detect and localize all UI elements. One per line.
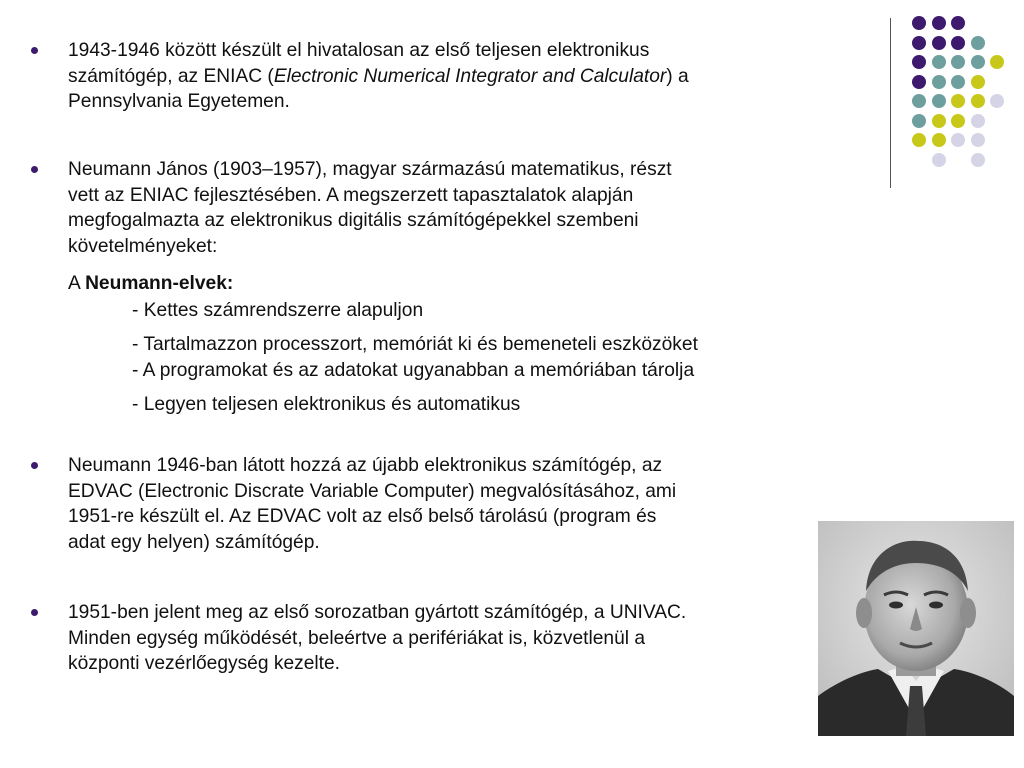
- decorative-dot: [951, 55, 965, 69]
- decorative-dot: [971, 75, 985, 89]
- bullet-line: Minden egység működését, beleértve a perifériákat is, közvetlenül a: [68, 627, 646, 649]
- bullet-line: követelményeket:: [68, 235, 218, 257]
- decorative-dot: [951, 16, 965, 30]
- bullet-line: 1943-1946 között készült el hivatalosan az első teljesen elektronikus: [68, 40, 650, 61]
- decorative-dot: [932, 55, 946, 69]
- portrait-photo: [818, 521, 1014, 736]
- bullet-line: vett az ENIAC fejlesztésében. A megszerzett tapasztalatok alapján: [68, 184, 634, 206]
- bullet-univac: [68, 600, 828, 677]
- neumann-principles-heading: A Neumann-elvek:: [68, 273, 234, 294]
- decorative-dot: [971, 153, 985, 167]
- decorative-dot: [990, 94, 1004, 108]
- bullet-edvac: [68, 453, 828, 555]
- bullet-eniac: [68, 38, 828, 115]
- decorative-dot: [912, 55, 926, 69]
- bullet-line: Pennsylvania Egyetemen.: [68, 91, 290, 112]
- bullet-line: EDVAC (Electronic Discrate Variable Computer) megvalósításához, ami: [68, 480, 677, 502]
- bullet-dot: [31, 47, 38, 54]
- bullet-line: megfogalmazta az elektronikus digitális számítógépekkel szembeni: [68, 210, 639, 231]
- bullet-line: 1951-ben jelent meg az első sorozatban gyártott számítógép, a UNIVAC.: [68, 602, 687, 623]
- decorative-dot: [990, 55, 1004, 69]
- decorative-dot: [932, 94, 946, 108]
- decorative-dot: [932, 36, 946, 50]
- portrait-illustration: [818, 521, 1014, 736]
- bullet-line: adat egy helyen) számítógép.: [68, 531, 320, 553]
- decorative-dot: [971, 55, 985, 69]
- decorative-dot: [971, 36, 985, 50]
- bullet-dot: [31, 609, 38, 616]
- bullet-line: központi vezérlőegység kezelte.: [68, 653, 340, 674]
- decorative-dot: [932, 153, 946, 167]
- vertical-divider: [890, 18, 891, 188]
- decorative-dot: [912, 94, 926, 108]
- decorative-dot: [912, 133, 926, 147]
- decorative-dot: [932, 16, 946, 30]
- bullet-line: Neumann János (1903–1957), magyar származású matematikus, részt: [68, 159, 672, 180]
- decorative-dot: [932, 114, 946, 128]
- bullet-neumann: [68, 157, 828, 259]
- bullet-dot: [31, 462, 38, 469]
- decorative-dot: [971, 94, 985, 108]
- decorative-dot: [951, 94, 965, 108]
- decorative-dot: [912, 36, 926, 50]
- decorative-dot: [932, 133, 946, 147]
- decorative-dot: [912, 16, 926, 30]
- principle-item: - Kettes számrendszerre alapuljon: [132, 300, 424, 321]
- decorative-dot: [971, 133, 985, 147]
- bullet-line: számítógép, az ENIAC (Electronic Numerical Integrator and Calculator) a: [68, 65, 689, 87]
- decorative-dot: [951, 133, 965, 147]
- bullet-dot: [31, 166, 38, 173]
- decorative-dot: [912, 114, 926, 128]
- decorative-dot: [971, 114, 985, 128]
- decorative-dot: [951, 36, 965, 50]
- decorative-dot: [951, 75, 965, 89]
- principle-item: - A programokat és az adatokat ugyanabban a memóriában tárolja: [132, 360, 695, 381]
- decorative-dot: [932, 75, 946, 89]
- decorative-dot: [951, 114, 965, 128]
- bullet-line: Neumann 1946-ban látott hozzá az újabb elektronikus számítógép, az: [68, 455, 663, 476]
- bullet-line: 1951-re készült el. Az EDVAC volt az első belső tárolású (program és: [68, 506, 657, 527]
- principle-item: - Legyen teljesen elektronikus és automatikus: [132, 394, 521, 415]
- principle-item: - Tartalmazzon processzort, memóriát ki és bemeneteli eszközöket: [132, 334, 698, 355]
- decorative-dot: [912, 75, 926, 89]
